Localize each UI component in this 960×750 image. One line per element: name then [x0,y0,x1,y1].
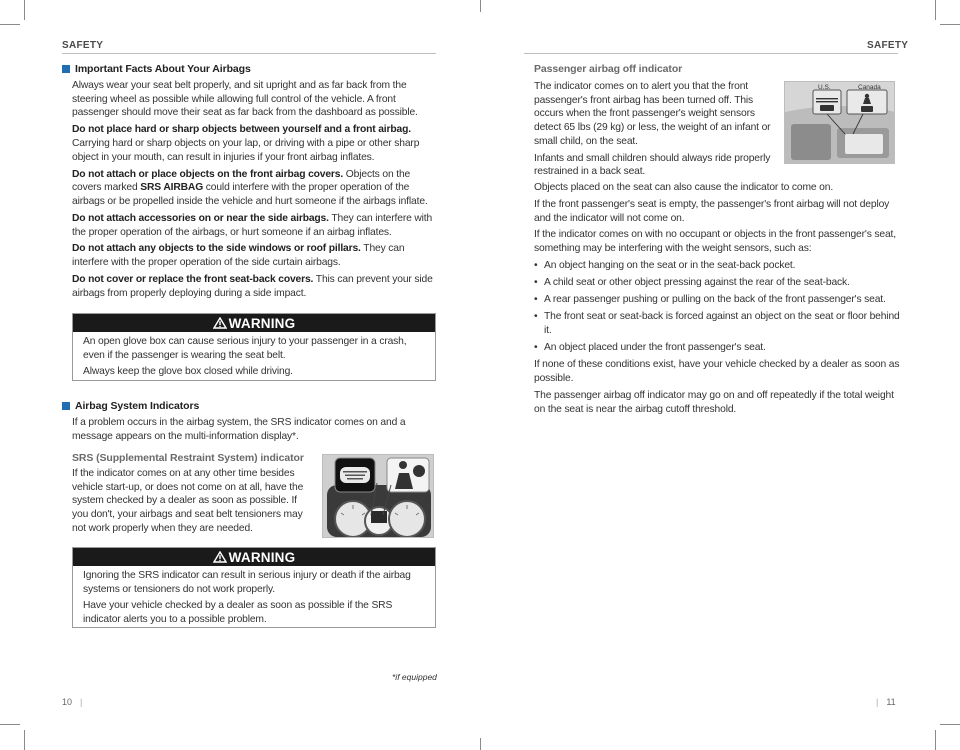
srs-subheading: SRS (Supplemental Restraint System) indicator [72,452,304,464]
paragraph: Infants and small children should always ride properly restrained in a back seat. [534,152,771,178]
warning-line: Always keep the glove box closed while driving. [83,366,293,378]
fact-text: Carrying hard or sharp objects on your lap, or driving with a pipe or other sharp object in your mouth, can result in injuries if your front airbag inflates. [72,138,420,163]
fact-bold: Do not cover or replace the front seat-back covers. [72,274,314,286]
paragraph: The indicator comes on to alert you that the front passenger's front airbag has been turned off. This occurs when the front passenger's weight sensors detect 65 lbs (29 kg) or less, the weight of an infant or small child, on the seat. [534,81,771,147]
srs-warning [72,547,436,628]
us-label: U.S. [818,84,831,91]
passenger-airbag-body [534,181,902,419]
fact-text: could interfere with the proper operation of the airbags or be propelled inside the vehicle and hurt someone if the airbags inflate. [72,182,428,207]
paragraph: If the indicator comes on with no occupant or objects in the front passenger's seat, something may be interfering with the weight sensors, such as: [534,229,896,255]
page-number [62,697,82,707]
section-marker-icon [62,65,70,73]
list-item: • An object hanging on the seat or in the seat-back pocket. [534,259,902,273]
glove-box-warning [72,313,436,381]
list-item: • An object placed under the front passenger's seat. [534,341,902,355]
header-rule [62,53,436,54]
passenger-airbag-intro [534,80,774,182]
warning-bar [73,548,435,566]
fact-item [72,123,438,164]
paragraph: Objects placed on the seat can also cause the indicator to come on. [534,182,834,193]
page-number-text: 11 [886,697,896,707]
fact-item [72,168,438,209]
section-header: SAFETY [62,40,104,51]
airbag-facts-heading-text: Important Facts About Your Airbags [75,63,251,75]
list-item: • The front seat or seat-back is forced against an object on the seat or floor behind it. [534,310,902,337]
interference-list [534,259,902,355]
fact-bold: Do not attach or place objects on the front airbag covers. [72,168,344,180]
footnote: *if equipped [392,672,437,682]
srs-airbag-marking: SRS AIRBAG [140,182,204,194]
page-number-separator: | [876,697,879,707]
fact-text: This can prevent your side airbags from properly deploying during a side impact. [72,274,433,299]
srs-body: If the indicator comes on at any other time besides vehicle start-up, or does not come on at all, have the system checked by a dealer as soon as possible. If you don't, your airbags and seat belt tensioners may not work properly when they are needed. [72,468,304,534]
airbag-facts-heading [62,63,251,75]
warning-line: An open glove box can cause serious injury to your passenger in a crash, even if the passenger is wearing the seat belt. [83,336,407,361]
indicators-heading-text: Airbag System Indicators [75,400,200,412]
header-rule [524,53,898,54]
warning-bar [73,314,435,332]
warning-body [73,332,435,383]
fact-bold: Do not attach accessories on or near the side airbags. [72,212,329,224]
instrument-cluster-illustration [323,455,434,538]
list-item: • A rear passenger pushing or pulling on the back of the front passenger's seat. [534,293,902,307]
paragraph: If the front passenger's seat is empty, the passenger's front airbag will not deploy and the indicator will not come on. [534,198,890,224]
airbag-facts-body [72,79,438,304]
warning-label: WARNING [228,315,296,331]
passenger-airbag-off-subheading: Passenger airbag off indicator [534,63,683,75]
fact-text: They can interfere with the proper operation of the airbags, or hurt someone if an airbag inflates. [72,212,433,238]
passenger-airbag-off-figure [784,81,895,164]
fact-text: Objects on the covers marked [72,168,411,194]
warning-line: Have your vehicle checked by a dealer as soon as possible if the SRS indicator alerts you to a possible problem. [83,600,393,626]
warning-body [73,566,435,631]
paragraph: The passenger airbag off indicator may go on and off repeatedly if the total weight on the seat is near the airbag cutoff threshold. [534,389,894,415]
fact-item [72,273,438,300]
list-item: • A child seat or other object pressing against the rear of the seat-back. [534,276,902,290]
indicators-heading [62,400,199,412]
fact-text: They can interfere with the proper operation of the side curtain airbags. [72,243,405,269]
indicators-intro: If a problem occurs in the airbag system, the SRS indicator comes on and a message appears on the multi-information display*. [72,417,406,442]
warning-triangle-icon [213,551,227,563]
section-header: SAFETY [867,40,909,51]
page-number [876,697,896,707]
fact-item [72,212,438,239]
fact-bold: Do not attach any objects to the side windows or roof pillars. [72,243,361,255]
paragraph: If none of these conditions exist, have your vehicle checked by a dealer as soon as possible. [534,359,900,384]
srs-indicator-figure [322,454,434,538]
fact-bold: Do not place hard or sharp objects between yourself and a front airbag. [72,124,411,136]
warning-label: WARNING [228,549,296,565]
right-page [480,0,960,750]
canada-label: Canada [858,84,881,91]
page-number-separator: | [80,697,83,707]
warning-line: Ignoring the SRS indicator can result in serious injury or death if the airbag systems or tensioners do not work properly. [83,570,411,595]
warning-triangle-icon [213,317,227,329]
dashboard-illustration [785,82,895,164]
section-marker-icon [62,402,70,410]
page-number-text: 10 [62,697,73,707]
airbag-facts-intro: Always wear your seat belt properly, and sit upright and as far back from the steering wheel as possible while allowing full control of the vehicle. A front passenger should move their seat as far back from the dashboard as possible. [72,80,418,119]
fact-item [72,242,438,269]
